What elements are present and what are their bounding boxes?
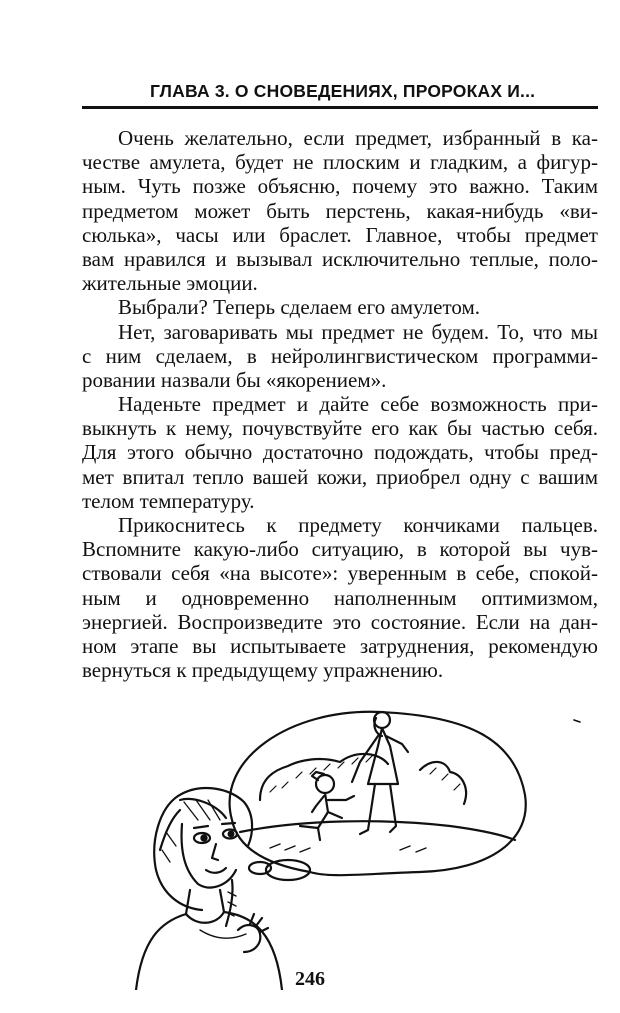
text-line: ровании назвали бы «якорением».	[82, 367, 387, 392]
text-line: Очень желательно, если предмет, избранный в ка-	[118, 126, 598, 150]
standing-woman	[352, 712, 408, 834]
paragraph-5	[82, 513, 598, 682]
text-line: выкнуть к нему, почувствуйте его как бы частью себя.	[82, 416, 598, 441]
header-rule	[82, 106, 598, 109]
paragraph-2	[82, 295, 598, 319]
text-line: предметом может быть перстень, какая-нибудь «ви-	[82, 198, 598, 223]
text-line: ствовали себя «на высоте»: уверенным в себе, спокой-	[82, 561, 598, 586]
dream-illustration	[120, 700, 600, 990]
text-line: энергией. Воспроизведите это состояние. Если на дан-	[82, 609, 598, 634]
text-line: Нет, заговаривать мы предмет не будем. То, что мы	[118, 319, 598, 344]
text-line: честве амулета, будет не плоским и гладким, а фигур-	[82, 150, 598, 175]
paragraph-1	[82, 126, 598, 295]
kneeling-man	[300, 772, 354, 840]
ground-shadow	[270, 844, 426, 852]
text-line: Прикоснитесь к предмету кончиками пальцев.	[118, 513, 598, 537]
text-line: ным. Чуть позже объясню, почему это важно. Таким	[82, 174, 598, 199]
paragraph-3	[82, 320, 598, 393]
sparkle-mark	[574, 720, 580, 722]
text-line: Выбрали? Теперь сделаем его амулетом.	[118, 295, 481, 320]
text-line: с ним сделаем, в нейролингвистическом программи-	[82, 343, 598, 368]
text-line: ном этапе вы испытываете затруднения, рекомендую	[82, 633, 598, 658]
body-text	[82, 126, 598, 682]
text-line: Наденьте предмет и дайте себе возможность при-	[118, 392, 598, 417]
dreaming-woman	[136, 788, 282, 990]
paragraph-4	[82, 392, 598, 513]
text-line: вернуться к предыдущему упражнению.	[82, 658, 444, 683]
text-line: жительные эмоции.	[82, 271, 258, 296]
page-number: 246	[295, 968, 325, 990]
text-line: Вспомните какую-либо ситуацию, в которой вы чув-	[82, 537, 598, 562]
text-line: ным и одновременно наполненным оптимизмом,	[82, 585, 598, 610]
text-line: телом температуру.	[82, 488, 255, 513]
thought-dot-small	[249, 862, 271, 874]
bush-right	[420, 762, 466, 804]
text-line: сюлька», часы или браслет. Главное, чтобы предмет	[82, 222, 598, 247]
text-line: мет впитал тепло вашей кожи, приобрел одну с вашим	[82, 464, 598, 489]
text-line: вам нравился и вызывал исключительно теплые, поло-	[82, 246, 598, 271]
ground-line	[240, 821, 515, 840]
text-line: Для этого обычно достаточно подождать, чтобы пред-	[82, 440, 598, 465]
running-title: ГЛАВА 3. О СНОВЕДЕНИЯХ, ПРОРОКАХ И...	[150, 81, 536, 101]
